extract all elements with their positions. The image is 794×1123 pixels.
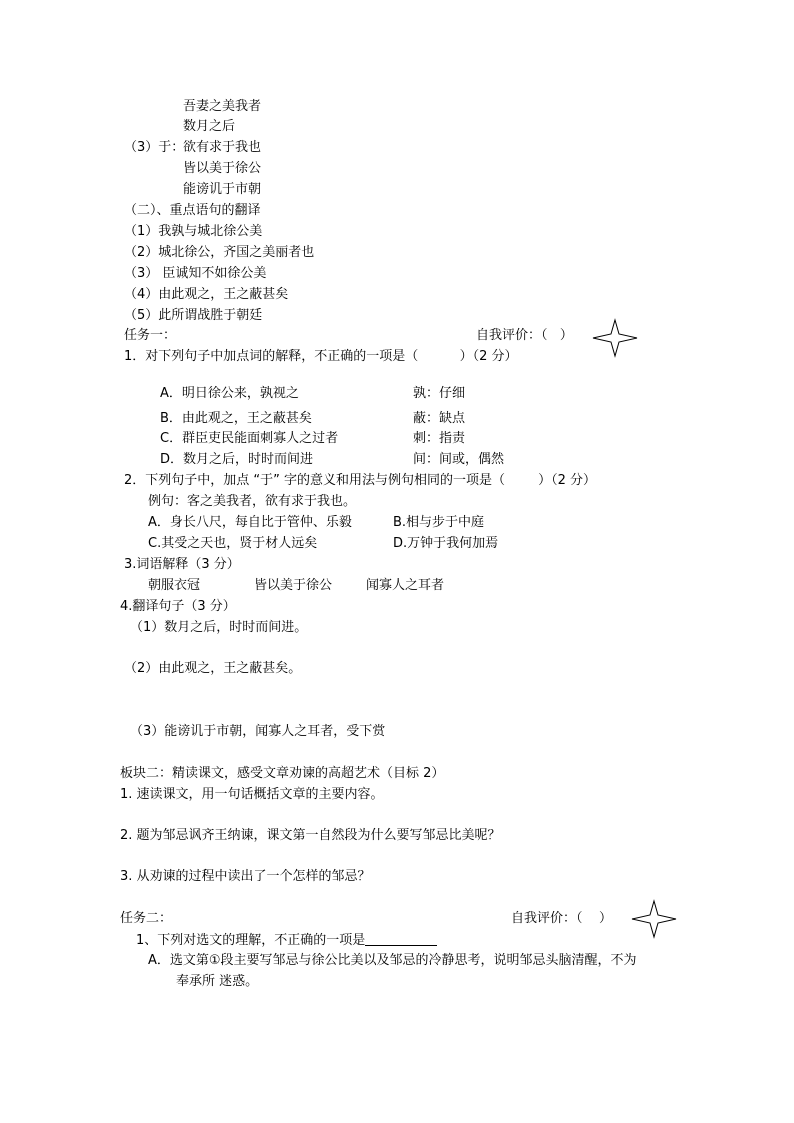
task1-q1-option: D．数月之后，时时而间进: [160, 452, 314, 467]
task2-q1-stem: [136, 932, 437, 949]
translation-item: （1）我孰与城北徐公美: [124, 224, 263, 239]
translation-heading: （二）、重点语句的翻译: [124, 203, 261, 218]
task2-q1-stem-text: 1、下列对选文的理解，不正确的一项是: [136, 933, 366, 948]
vocab-yu-item-2: 皆以美于徐公: [183, 161, 262, 176]
task1-q4-stem: 4.翻译句子（3 分）: [120, 599, 236, 614]
task2-self-eval[interactable]: 自我评价：（ ）: [511, 911, 613, 926]
task1-q3-stem: 3.词语解释（3 分）: [124, 557, 240, 572]
vocab-example-2: 数月之后: [183, 119, 236, 134]
task1-q2-option-d: D.万钟于我何加焉: [393, 536, 499, 551]
translation-item: （3） 臣诚知不如徐公美: [124, 266, 267, 281]
task1-q2-example: 例句：客之美我者，欲有求于我也。: [148, 494, 357, 509]
task1-self-eval[interactable]: 自我评价：（ ）: [476, 328, 573, 343]
task1-q1-explain: 孰：仔细: [413, 386, 466, 401]
task2-q1-option-a-cont: 奉承所 迷惑。: [176, 974, 259, 989]
four-point-star-icon: [630, 899, 678, 939]
task1-q1-explain: 蔽：缺点: [413, 411, 466, 426]
task1-q4-sentence-1: （1）数月之后，时时而间进。: [130, 620, 308, 635]
task1-q4-sentence-2: （2）由此观之，王之蔽甚矣。: [124, 661, 302, 676]
task1-q3-word-1: 朝服衣冠: [148, 578, 201, 593]
vocab-yu-label: （3）于：: [124, 140, 185, 155]
answer-blank[interactable]: [365, 932, 437, 946]
block2-question-3: 3. 从劝谏的过程中读出了一个怎样的邹忌？: [120, 869, 371, 884]
task1-q1-explain: 刺：指责: [413, 431, 466, 446]
task2-title: 任务二：: [120, 911, 173, 926]
task1-q4-sentence-3: （3）能谤讥于市朝，闻寡人之耳者，受下赏: [130, 724, 386, 739]
block2-question-2: 2. 题为邹忌讽齐王纳谏，课文第一自然段为什么要写邹忌比美呢？: [120, 828, 501, 843]
task1-q1-option: A．明日徐公来，孰视之: [160, 386, 299, 401]
vocab-yu-item-3: 能谤讥于市朝: [183, 182, 262, 197]
task1-q3-word-3: 闻寡人之耳者: [366, 578, 445, 593]
task1-title: 任务一：: [124, 328, 177, 343]
task1-q2-stem: 2．下列句子中，加点 “于” 字的意义和用法与例句相同的一项是（ ）（2 分）: [124, 473, 596, 488]
task1-q1-option: B．由此观之，王之蔽甚矣: [160, 411, 312, 426]
vocab-example-1: 吾妻之美我者: [183, 99, 262, 114]
task1-q1-stem: 1．对下列句子中加点词的解释，不正确的一项是（ ）（2 分）: [124, 349, 518, 364]
translation-item: （4）由此观之，王之蔽甚矣: [124, 287, 289, 302]
task2-q1-option-a: A．选文第①段主要写邹忌与徐公比美以及邹忌的冷静思考，说明邹忌头脑清醒，不为: [148, 953, 637, 968]
vocab-yu-item-1: 欲有求于我也: [183, 140, 262, 155]
translation-item: （2）城北徐公，齐国之美丽者也: [124, 245, 315, 260]
translation-item: （5）此所谓战胜于朝廷: [124, 308, 263, 323]
task1-q1-option: C．群臣吏民能面刺寡人之过者: [160, 431, 339, 446]
task1-q2-option-a: A．身长八尺，每自比于管仲、乐毅: [148, 515, 352, 530]
task1-q2-option-c: C.其受之天也，贤于材人远矣: [148, 536, 318, 551]
task1-q3-word-2: 皆以美于徐公: [254, 578, 333, 593]
four-point-star-icon: [591, 318, 639, 358]
task1-q2-option-b: B.相与步于中庭: [393, 515, 485, 530]
task1-q1-explain: 间：间或，偶然: [413, 452, 505, 467]
block2-heading: 板块二：精读课文，感受文章劝谏的高超艺术（目标 2）: [120, 766, 445, 781]
block2-question-1: 1. 速读课文，用一句话概括文章的主要内容。: [120, 787, 384, 802]
